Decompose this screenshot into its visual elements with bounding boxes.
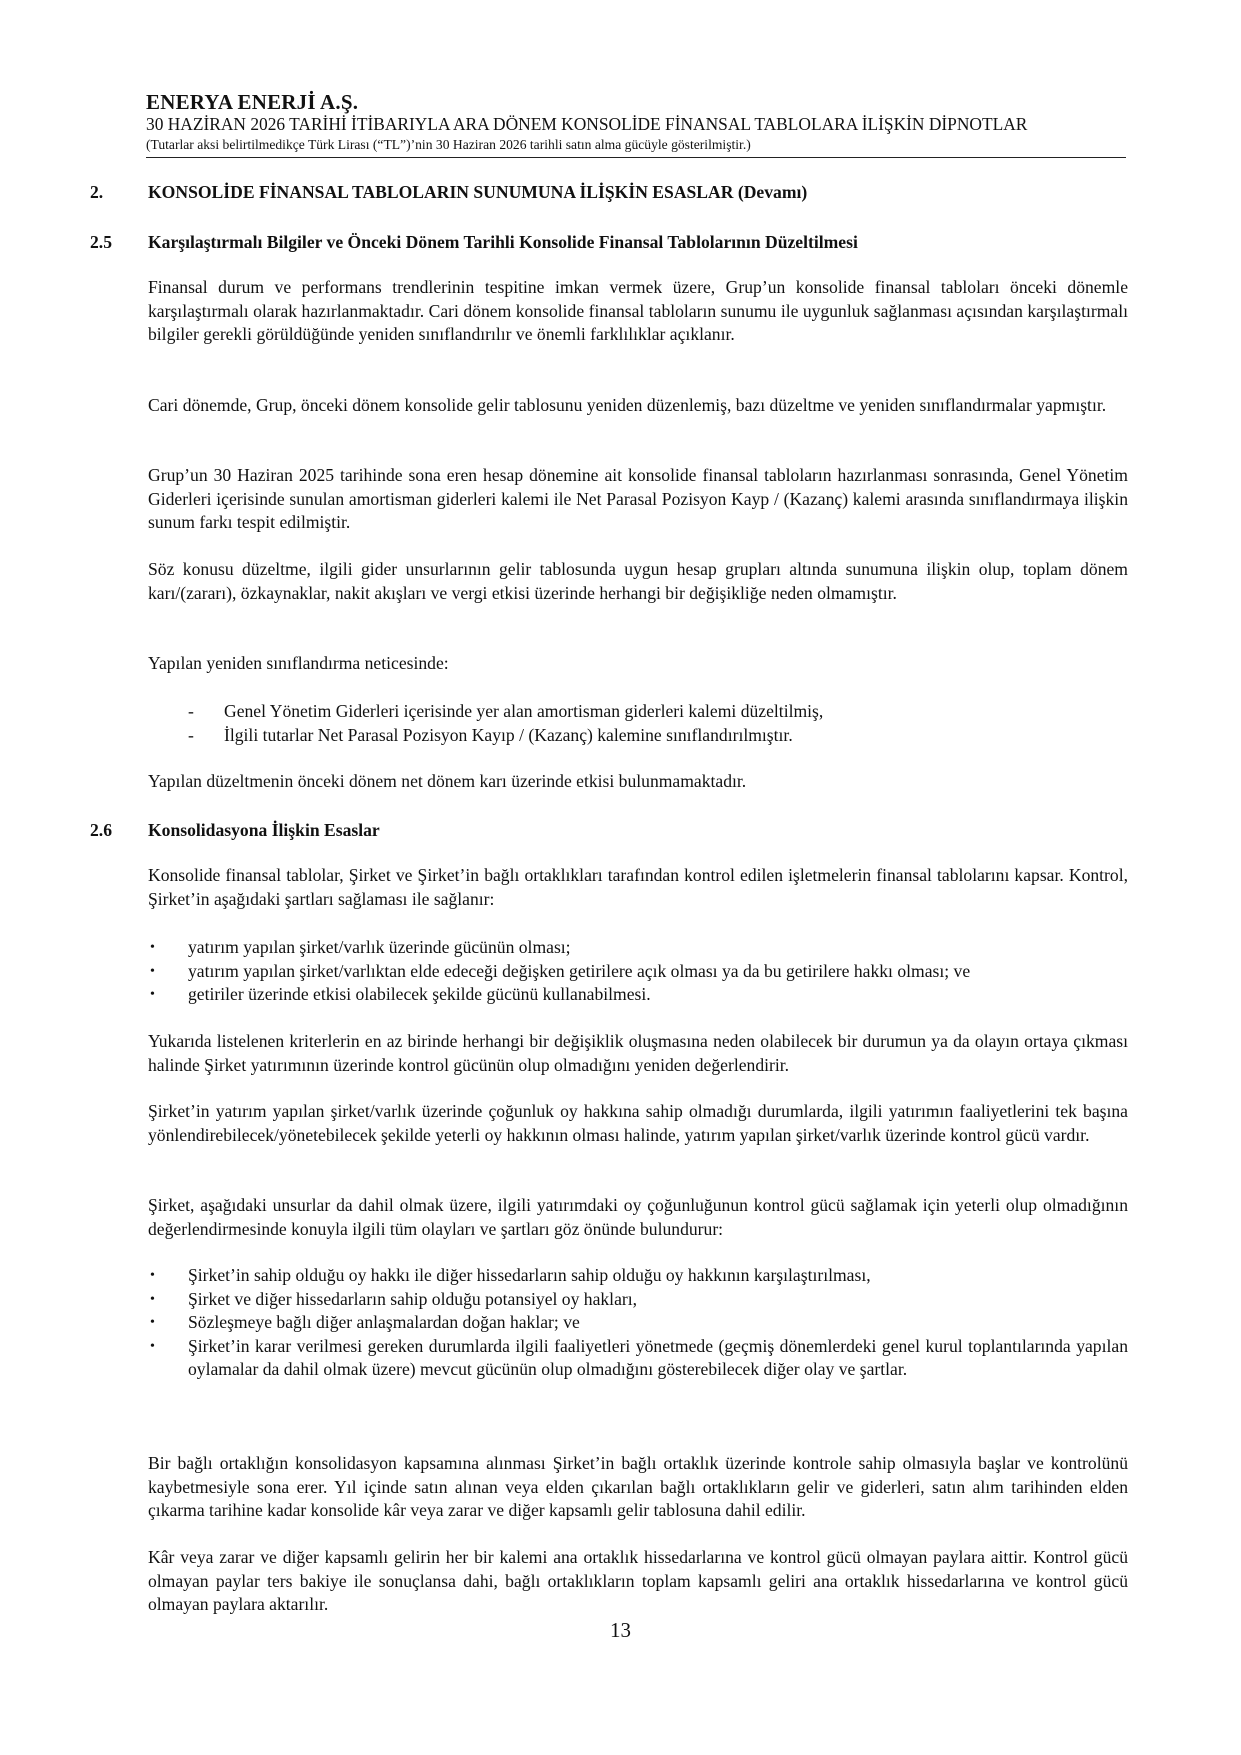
paragraph: Grup’un 30 Haziran 2025 tarihinde sona eren hesap dönemine ait konsolide finansal tabloların hazırlanması sonrasında, Genel Yönetim Giderleri içerisinde sunulan amortisman giderleri kalemi ile Net Parasal Pozisyon Kayp / (Kazanç) kalemi arasında sınıflandırmaya ilişkin sunum farkı tespit edilmiştir.: [148, 465, 1128, 533]
dash-marker: -: [188, 701, 194, 721]
list-item: [148, 1264, 1128, 1288]
evaluation-factors-list: [148, 1264, 1128, 1382]
section-number: 2.6: [90, 820, 112, 840]
list-item-text: Şirket ve diğer hissedarların sahip olduğu potansiyel oy hakları,: [188, 1288, 638, 1309]
paragraph: Şirket’in yatırım yapılan şirket/varlık üzerinde çoğunluk oy hakkına sahip olmadığı durumlarda, ilgili yatırımın faaliyetlerini tek başına yönlendirebilecek/yönetebilecek şekilde yeterli oy hakkının olması halinde, yatırım yapılan şirket/varlık üzerinde kontrol gücü vardır.: [148, 1101, 1128, 1145]
paragraph: Bir bağlı ortaklığın konsolidasyon kapsamına alınması Şirket’in bağlı ortaklık üzerinde kontrole sahip olmasıyla başlar ve kontrolünü kaybetmesiyle sona erer. Yıl içinde satın alınan veya elden çıkarılan bağlı ortaklıkların gelir ve giderleri, satın alım tarihinden elden çıkarma tarihine kadar konsolide kâr veya zarar ve diğer kapsamlı gelir tablosuna dahil edilir.: [148, 1453, 1128, 1521]
list-item: [148, 700, 1128, 724]
paragraph: Kâr veya zarar ve diğer kapsamlı gelirin her bir kalemi ana ortaklık hissedarlarına ve kontrol gücü olmayan paylara aittir. Kontrol gücü olmayan paylar ters bakiye ile sonuçlansa dahi, bağlı ortaklıkların toplam kapsamlı geliri ana ortaklık hissedarlarına ve kontrol gücü olmayan paylara aktarılır.: [148, 1547, 1128, 1615]
paragraph: Şirket, aşağıdaki unsurlar da dahil olmak üzere, ilgili yatırımdaki oy çoğunluğunun kontrol gücü sağlamak için yeterli olup olmadığının değerlendirmesinde konuyla ilgili tüm olayları ve şartları göz önünde bulundurur:: [148, 1195, 1128, 1239]
paragraph: Cari dönemde, Grup, önceki dönem konsolide gelir tablosunu yeniden düzenlemiş, bazı düzeltme ve yeniden sınıflandırmalar yapmıştır.: [148, 395, 1107, 415]
list-item: [148, 983, 1128, 1007]
list-item-text: getiriler üzerinde etkisi olabilecek şekilde gücünü kullanabilmesi.: [188, 984, 651, 1005]
paragraph: Yapılan yeniden sınıflandırma neticesinde:: [148, 653, 449, 673]
list-item-text: Sözleşmeye bağlı diğer anlaşmalardan doğan haklar; ve: [188, 1312, 580, 1333]
section-number: 2.5: [90, 232, 112, 252]
bullet-marker: •: [150, 987, 155, 1003]
dash-marker: -: [188, 724, 194, 745]
section-title: Karşılaştırmalı Bilgiler ve Önceki Dönem Tarihli Konsolide Finansal Tablolarının Düzeltilmesi: [148, 232, 858, 252]
bullet-marker: •: [150, 1315, 155, 1331]
company-name: ENERYA ENERJİ A.Ş.: [146, 90, 359, 114]
list-item: [148, 1311, 1128, 1335]
paragraph: Finansal durum ve performans trendlerinin tespitine imkan vermek üzere, Grup’un konsolide finansal tabloları önceki dönemle karşılaştırmalı olarak hazırlanmaktadır. Cari dönem konsolide finansal tabloların sunumu ile uygunluk sağlanması açısından karşılaştırmalı bilgiler gerekli görüldüğünde yeniden sınıflandırılır ve önemli farklılıklar açıklanır.: [148, 277, 1128, 345]
header-divider: [146, 157, 1126, 158]
paragraph: Yapılan düzeltmenin önceki dönem net dönem karı üzerinde etkisi bulunmamaktadır.: [148, 771, 747, 791]
bullet-marker: •: [150, 1268, 155, 1283]
section-2-heading: [90, 180, 1130, 204]
paragraph: Yukarıda listelenen kriterlerin en az birinde herhangi bir değişiklik oluşmasına neden olabilecek bir durumun ya da olayın ortaya çıkması halinde Şirket yatırımının üzerinde kontrol gücünün olup olmadığını yeniden değerlendirir.: [148, 1031, 1128, 1075]
list-item-text: İlgili tutarlar Net Parasal Pozisyon Kayıp / (Kazanç) kalemine sınıflandırılmıştır.: [224, 724, 793, 745]
list-item: [148, 1288, 1128, 1312]
section-2-6-heading: [90, 818, 1130, 842]
section-title: KONSOLİDE FİNANSAL TABLOLARIN SUNUMUNA İLİŞKİN ESASLAR (Devamı): [148, 182, 808, 202]
list-item: [148, 960, 1128, 984]
list-item: [148, 724, 1128, 748]
list-item-text: Şirket’in karar verilmesi gereken durumlarda ilgili faaliyetleri yönetmede (geçmiş dönemlerdeki genel kurul toplantılarında yapılan oylamalar da dahil olmak üzere) mevcut gücünün olup olmadığını gösterebilecek diğer olay ve şartlar.: [188, 1335, 1128, 1380]
section-title: Konsolidasyona İlişkin Esaslar: [148, 820, 380, 840]
bullet-marker: •: [150, 963, 155, 979]
paragraph: Söz konusu düzeltme, ilgili gider unsurlarının gelir tablosunda uygun hesap grupları altında sunumuna ilişkin olup, toplam dönem karı/(zararı), özkaynaklar, nakit akışları ve vergi etkisi üzerinde herhangi bir değişikliğe neden olmamıştır.: [148, 559, 1128, 603]
list-item-text: yatırım yapılan şirket/varlıktan elde edeceği değişken getirilere açık olması ya da bu getirilere hakkı olması; ve: [188, 960, 971, 981]
bullet-marker: •: [150, 940, 155, 955]
page-number: 13: [610, 1618, 631, 1642]
currency-note: (Tutarlar aksi belirtilmedikçe Türk Lirası (“TL”)’nin 30 Haziran 2026 tarihli satın alma gücüyle gösterilmiştir.): [146, 137, 751, 152]
list-item-text: Genel Yönetim Giderleri içerisinde yer alan amortisman giderleri kalemi düzeltilmiş,: [224, 701, 824, 721]
list-item: [148, 936, 1128, 960]
reclassification-list: [148, 700, 1128, 747]
bullet-marker: •: [150, 1338, 155, 1354]
list-item: [148, 1335, 1128, 1382]
report-subtitle: 30 HAZİRAN 2026 TARİHİ İTİBARIYLA ARA DÖNEM KONSOLİDE FİNANSAL TABLOLARA İLİŞKİN DİPNOTLAR: [146, 114, 1028, 134]
control-criteria-list: [148, 936, 1128, 1007]
bullet-marker: •: [150, 1291, 155, 1307]
list-item-text: Şirket’in sahip olduğu oy hakkı ile diğer hissedarların sahip olduğu oy hakkının karşılaştırılması,: [188, 1265, 871, 1285]
paragraph: Konsolide finansal tablolar, Şirket ve Şirket’in bağlı ortaklıkları tarafından kontrol edilen işletmelerin finansal tablolarını kapsar. Kontrol, Şirket’in aşağıdaki şartları sağlaması ile sağlanır:: [148, 865, 1128, 909]
section-2-5-heading: [90, 230, 1130, 254]
list-item-text: yatırım yapılan şirket/varlık üzerinde gücünün olması;: [188, 937, 571, 957]
section-number: 2.: [90, 182, 104, 202]
